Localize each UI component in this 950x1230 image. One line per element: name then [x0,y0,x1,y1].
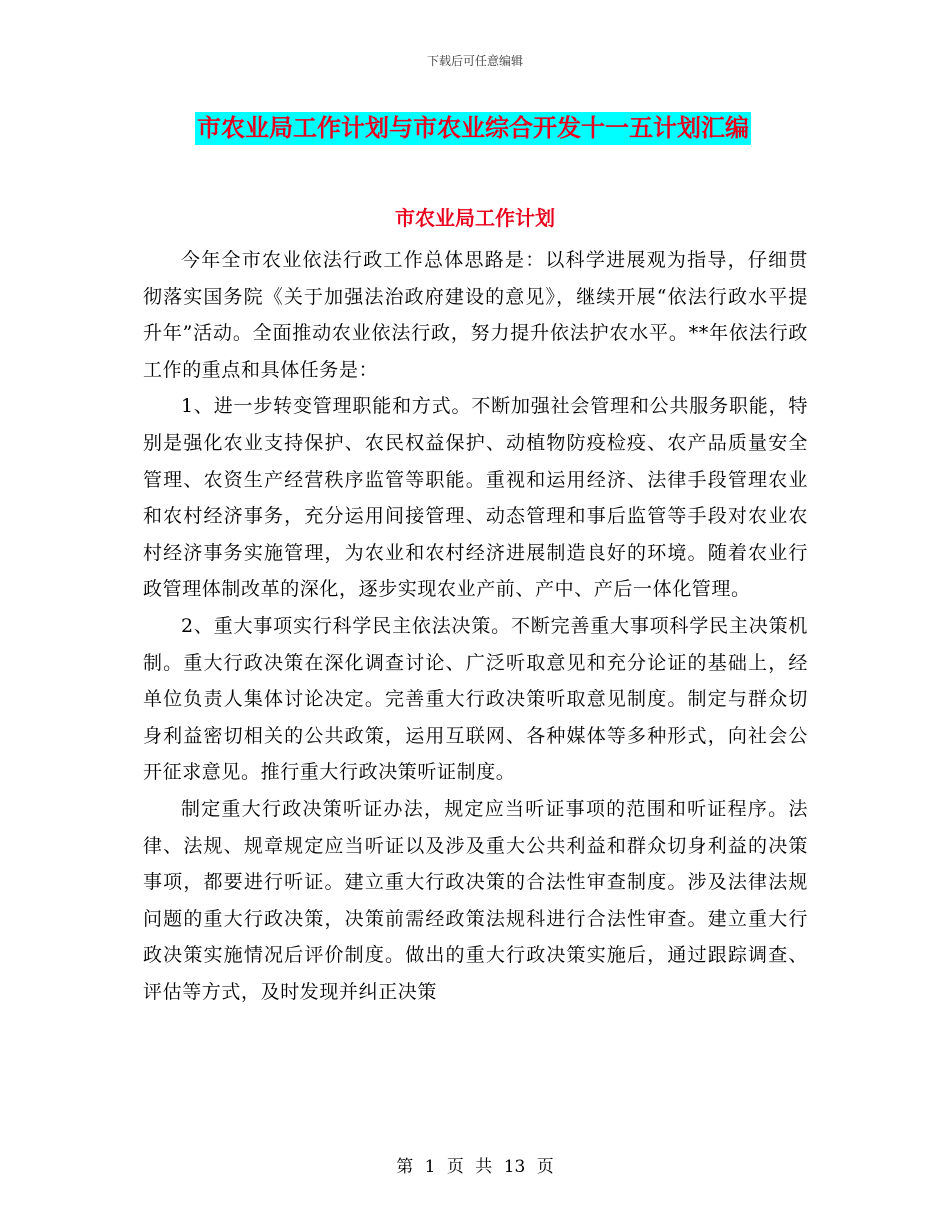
header-note: 下载后可任意编辑 [426,54,523,68]
paragraph-item-2: 2、重大事项实行科学民主依法决策。不断完善重大事项科学民主决策机制。重大行政决策在深化调查讨论、广泛听取意见和充分论证的基础上，经单位负责人集体讨论决定。完善重大行政决策听取意见制度。制定与群众切身利益密切相关的公共政策，运用互联网、各种媒体等多种形式，向社会公开征求意见。推行重大行政决策听证制度。 [143,614,808,784]
page-number: 第 1 页 共 13 页 [396,1157,554,1177]
section-title: 市农业局工作计划 [395,206,555,230]
paragraph-item-1: 1、进一步转变管理职能和方式。不断加强社会管理和公共服务职能，特别是强化农业支持保护、农民权益保护、动植物防疫检疫、农产品质量安全管理、农资生产经营秩序监管等职能。重视和运用经济、法律手段管理农业和农村经济事务，充分运用间接管理、动态管理和事后监管等手段对农业农村经济事务实施管理，为农业和农村经济进展制造良好的环境。随着农业行政管理体制改革的深化，逐步实现农业产前、产中、产后一体化管理。 [143,395,808,601]
document-body [143,242,808,1010]
paragraph-intro: 今年全市农业依法行政工作总体思路是：以科学进展观为指导，仔细贯彻落实国务院《关于加强法治政府建设的意见》，继续开展“依法行政水平提升年”活动。全面推动农业依法行政，努力提升依法护农水平。**年依法行政工作的重点和具体任务是： [143,249,808,381]
document-title: 市农业局工作计划与市农业综合开发十一五计划汇编 [195,112,751,145]
paragraph-hearing: 制定重大行政决策听证办法，规定应当听证事项的范围和听证程序。法律、法规、规章规定应当听证以及涉及重大公共利益和群众切身利益的决策事项，都要进行听证。建立重大行政决策的合法性审查制度。涉及法律法规问题的重大行政决策，决策前需经政策法规科进行合法性审查。建立重大行政决策实施情况后评价制度。做出的重大行政决策实施后，通过跟踪调查、评估等方式，及时发现并纠正决策 [143,797,808,1003]
